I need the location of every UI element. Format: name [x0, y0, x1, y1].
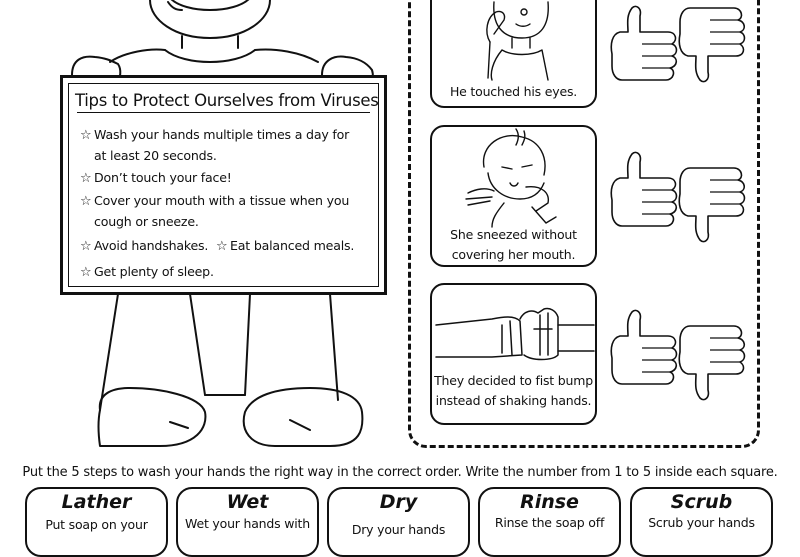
thumbs-down-icon	[679, 326, 744, 400]
step-card-lather[interactable]	[25, 487, 168, 557]
star-icon: ☆	[80, 239, 92, 254]
step-title: Dry	[379, 491, 418, 513]
step-title: Rinse	[520, 491, 579, 513]
star-icon: ☆	[80, 128, 92, 143]
tip-text: at least 20 seconds.	[94, 148, 217, 163]
sign-title: Tips to Protect Ourselves from Viruses	[75, 91, 379, 110]
instruction-text: Put the 5 steps to wash your hands the right way in the correct order. Write the number from 1 to 5 inside each square.	[22, 465, 778, 480]
scenario-caption-line2: instead of shaking hands.	[435, 393, 592, 408]
tip-text: cough or sneeze.	[94, 214, 199, 229]
star-icon: ☆	[80, 194, 92, 209]
tip-text: Wash your hands multiple times a day for	[94, 127, 350, 142]
star-icon: ☆	[80, 265, 92, 280]
thumbs-up-icon	[611, 310, 676, 384]
star-icon: ☆	[216, 239, 228, 254]
scenario-caption-line1: They decided to fist bump	[434, 373, 593, 388]
thumbs-up-icon	[611, 6, 676, 80]
step-card-wet[interactable]	[176, 487, 319, 557]
tip-text: Cover your mouth with a tissue when you	[94, 193, 350, 208]
scenario-caption-line2: covering her mouth.	[451, 247, 576, 262]
tip-text: Avoid handshakes.	[94, 238, 209, 253]
step-title: Lather	[61, 491, 132, 513]
thumbs-up-icon	[611, 152, 676, 226]
tip-text: Get plenty of sleep.	[94, 264, 214, 279]
step-description: Wet your hands with	[185, 516, 310, 531]
step-description: Dry your hands	[351, 522, 446, 537]
tip-text: Eat balanced meals.	[230, 238, 355, 253]
thumbs-down-icon	[679, 8, 744, 82]
tip-text: Don’t touch your face!	[94, 170, 232, 185]
step-card-dry[interactable]	[327, 487, 470, 557]
star-icon: ☆	[80, 171, 92, 186]
scenario-caption-line1: She sneezed without	[450, 227, 577, 242]
scenario-caption: He touched his eyes.	[449, 84, 578, 99]
step-title: Wet	[226, 491, 269, 513]
thumbs-down-icon	[679, 168, 744, 242]
step-description: Rinse the soap off	[494, 515, 605, 530]
step-card-scrub[interactable]	[630, 487, 773, 557]
step-title: Scrub	[670, 491, 733, 513]
step-description: Put soap on your	[45, 517, 148, 532]
step-card-rinse[interactable]	[478, 487, 621, 557]
step-description: Scrub your hands	[648, 515, 755, 530]
